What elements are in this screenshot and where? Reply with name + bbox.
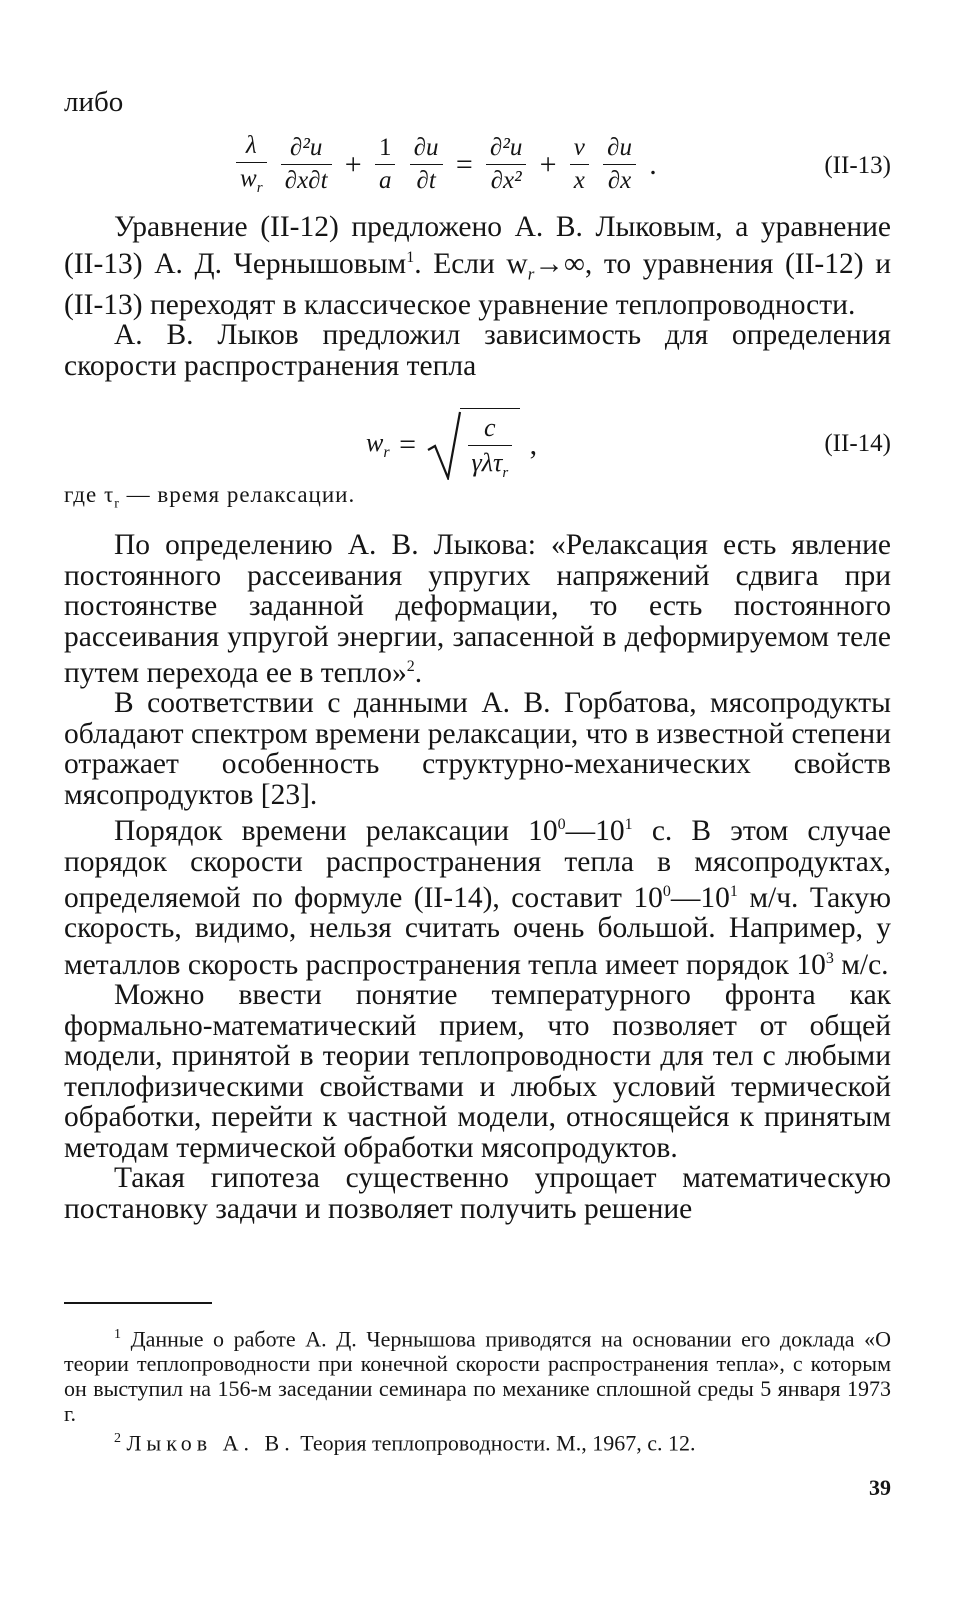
- paragraph-equation-origin: Уравнение (II-12) предложено А. В. Лыковым, а уравнение (II-13) А. Д. Чернышовым$^1$. Если $w_r\to\infty$, то уравнения (II-12) и (II-13) переходят в классическое уравнение теплопроводности.: [64, 211, 891, 321]
- intro-word: либо: [64, 86, 124, 118]
- paragraph-relaxation-order: Порядок времени релаксации $10^0—10^1$ с. В этом случае порядок скорости распространения тепла в мясопродуктах, определяемой по формуле (II-14), составит $10^0—10^1$ м/ч. Такую скорость, видимо, нельзя считать очень большой. Например, у металлов скорость распространения тепла имеет порядок $10^3$ м/с.: [64, 815, 891, 981]
- paragraph-temperature-front: Можно ввести понятие температурного фронта как формально-математический прием, что позволяет от общей модели, принятой в теории теплопроводности для тел с любыми теплофизическими свойствами и любых условий термической обработки, перейти к частной модели, относящейся к принятым методам термической обработки мясопродуктов.: [64, 979, 891, 1164]
- eq13-term-du-dt: $\frac{\partial u}{\partial t}$: [410, 134, 443, 195]
- eq13-term-d2u-dxdt: $\frac{\text{∂²u}}{\partial x\partial t}$: [281, 134, 332, 195]
- eq13-term-nu-over-x: $\frac{\nu}{x}$: [570, 134, 589, 195]
- footnote-1: $^1$ Данные о работе А. Д. Чернышова приводятся на основании его доклада «О теории теплопроводности при конечной скорости распространения тепла», с которым он выступил на 156-м заседании семинара по механике сплошной среды 5 января 1973 г.: [64, 1326, 891, 1427]
- body-text-block-1: [64, 212, 891, 381]
- footnotes: [64, 1322, 891, 1456]
- page-number: 39: [869, 1475, 891, 1500]
- paragraph-gorbatov: В соответствии с данными А. В. Горбатова, мясопродукты обладают спектром времени релаксации, что в известной степени отражает особенность структурно-механических свойств мясопродуктов [23].: [64, 687, 891, 811]
- equation-number-ii-14: (II-14): [824, 430, 891, 457]
- eq14-fraction: $\frac{c}{\gamma\lambda\tau_r}$: [468, 413, 513, 482]
- paragraph-lykov-dependency: А. В. Лыков предложил зависимость для определения скорости распространения тепла: [64, 319, 891, 382]
- eq13-term-lambda: $\frac{\lambda}{w_r}$: [236, 132, 267, 197]
- eq13-term-du-dx: $\frac{\partial u}{\partial x}$: [603, 134, 636, 195]
- body-text-block-2: [64, 530, 891, 1224]
- eq13-term-d2u-dx2: $\frac{\text{∂²u}}{\text{∂x²}}$: [486, 134, 526, 195]
- paragraph-hypothesis: Такая гипотеза существенно упрощает математическую постановку задачи и позволяет получить решение: [64, 1162, 891, 1225]
- document-page: [64, 0, 891, 1600]
- footnote-2: $^2$ Лыков А. В. Теория теплопроводности. М., 1967, с. 12.: [114, 1430, 696, 1456]
- where-clause: где $\tau_r$ — время релаксации.: [64, 482, 356, 512]
- radical-sign: [426, 410, 462, 480]
- paragraph-relaxation-definition: По определению А. В. Лыкова: «Релаксация есть явление постоянного рассеивания упругих напряжений сдвига при постоянстве заданной деформации, то есть постоянного рассеивания упругой энергии, запасенной в деформируемом теле путем перехода ее в тепло»$^2$.: [64, 529, 891, 689]
- footnote-separator: [64, 1302, 212, 1304]
- equation-ii-13: $\frac{\lambda}{w_r}$ $\frac{\text{∂²u}}{\partial x\partial t}$ + $\frac{1}{a}$ $\frac{\partial u}{\partial t}$ = $\frac{\text{∂²u}}{\text{∂x²}}$ + $\frac{\nu}{x}$ $\frac{\partial u}{\partial x}$ . (II-13): [64, 132, 891, 202]
- eq13-term-one-over-a: $\frac{1}{a}$: [375, 134, 396, 195]
- equation-number-ii-13: (II-13): [824, 152, 891, 179]
- equation-ii-14: $w_r$ = $\frac{c}{\gamma\lambda\tau_r}$ , (II-14): [64, 408, 891, 482]
